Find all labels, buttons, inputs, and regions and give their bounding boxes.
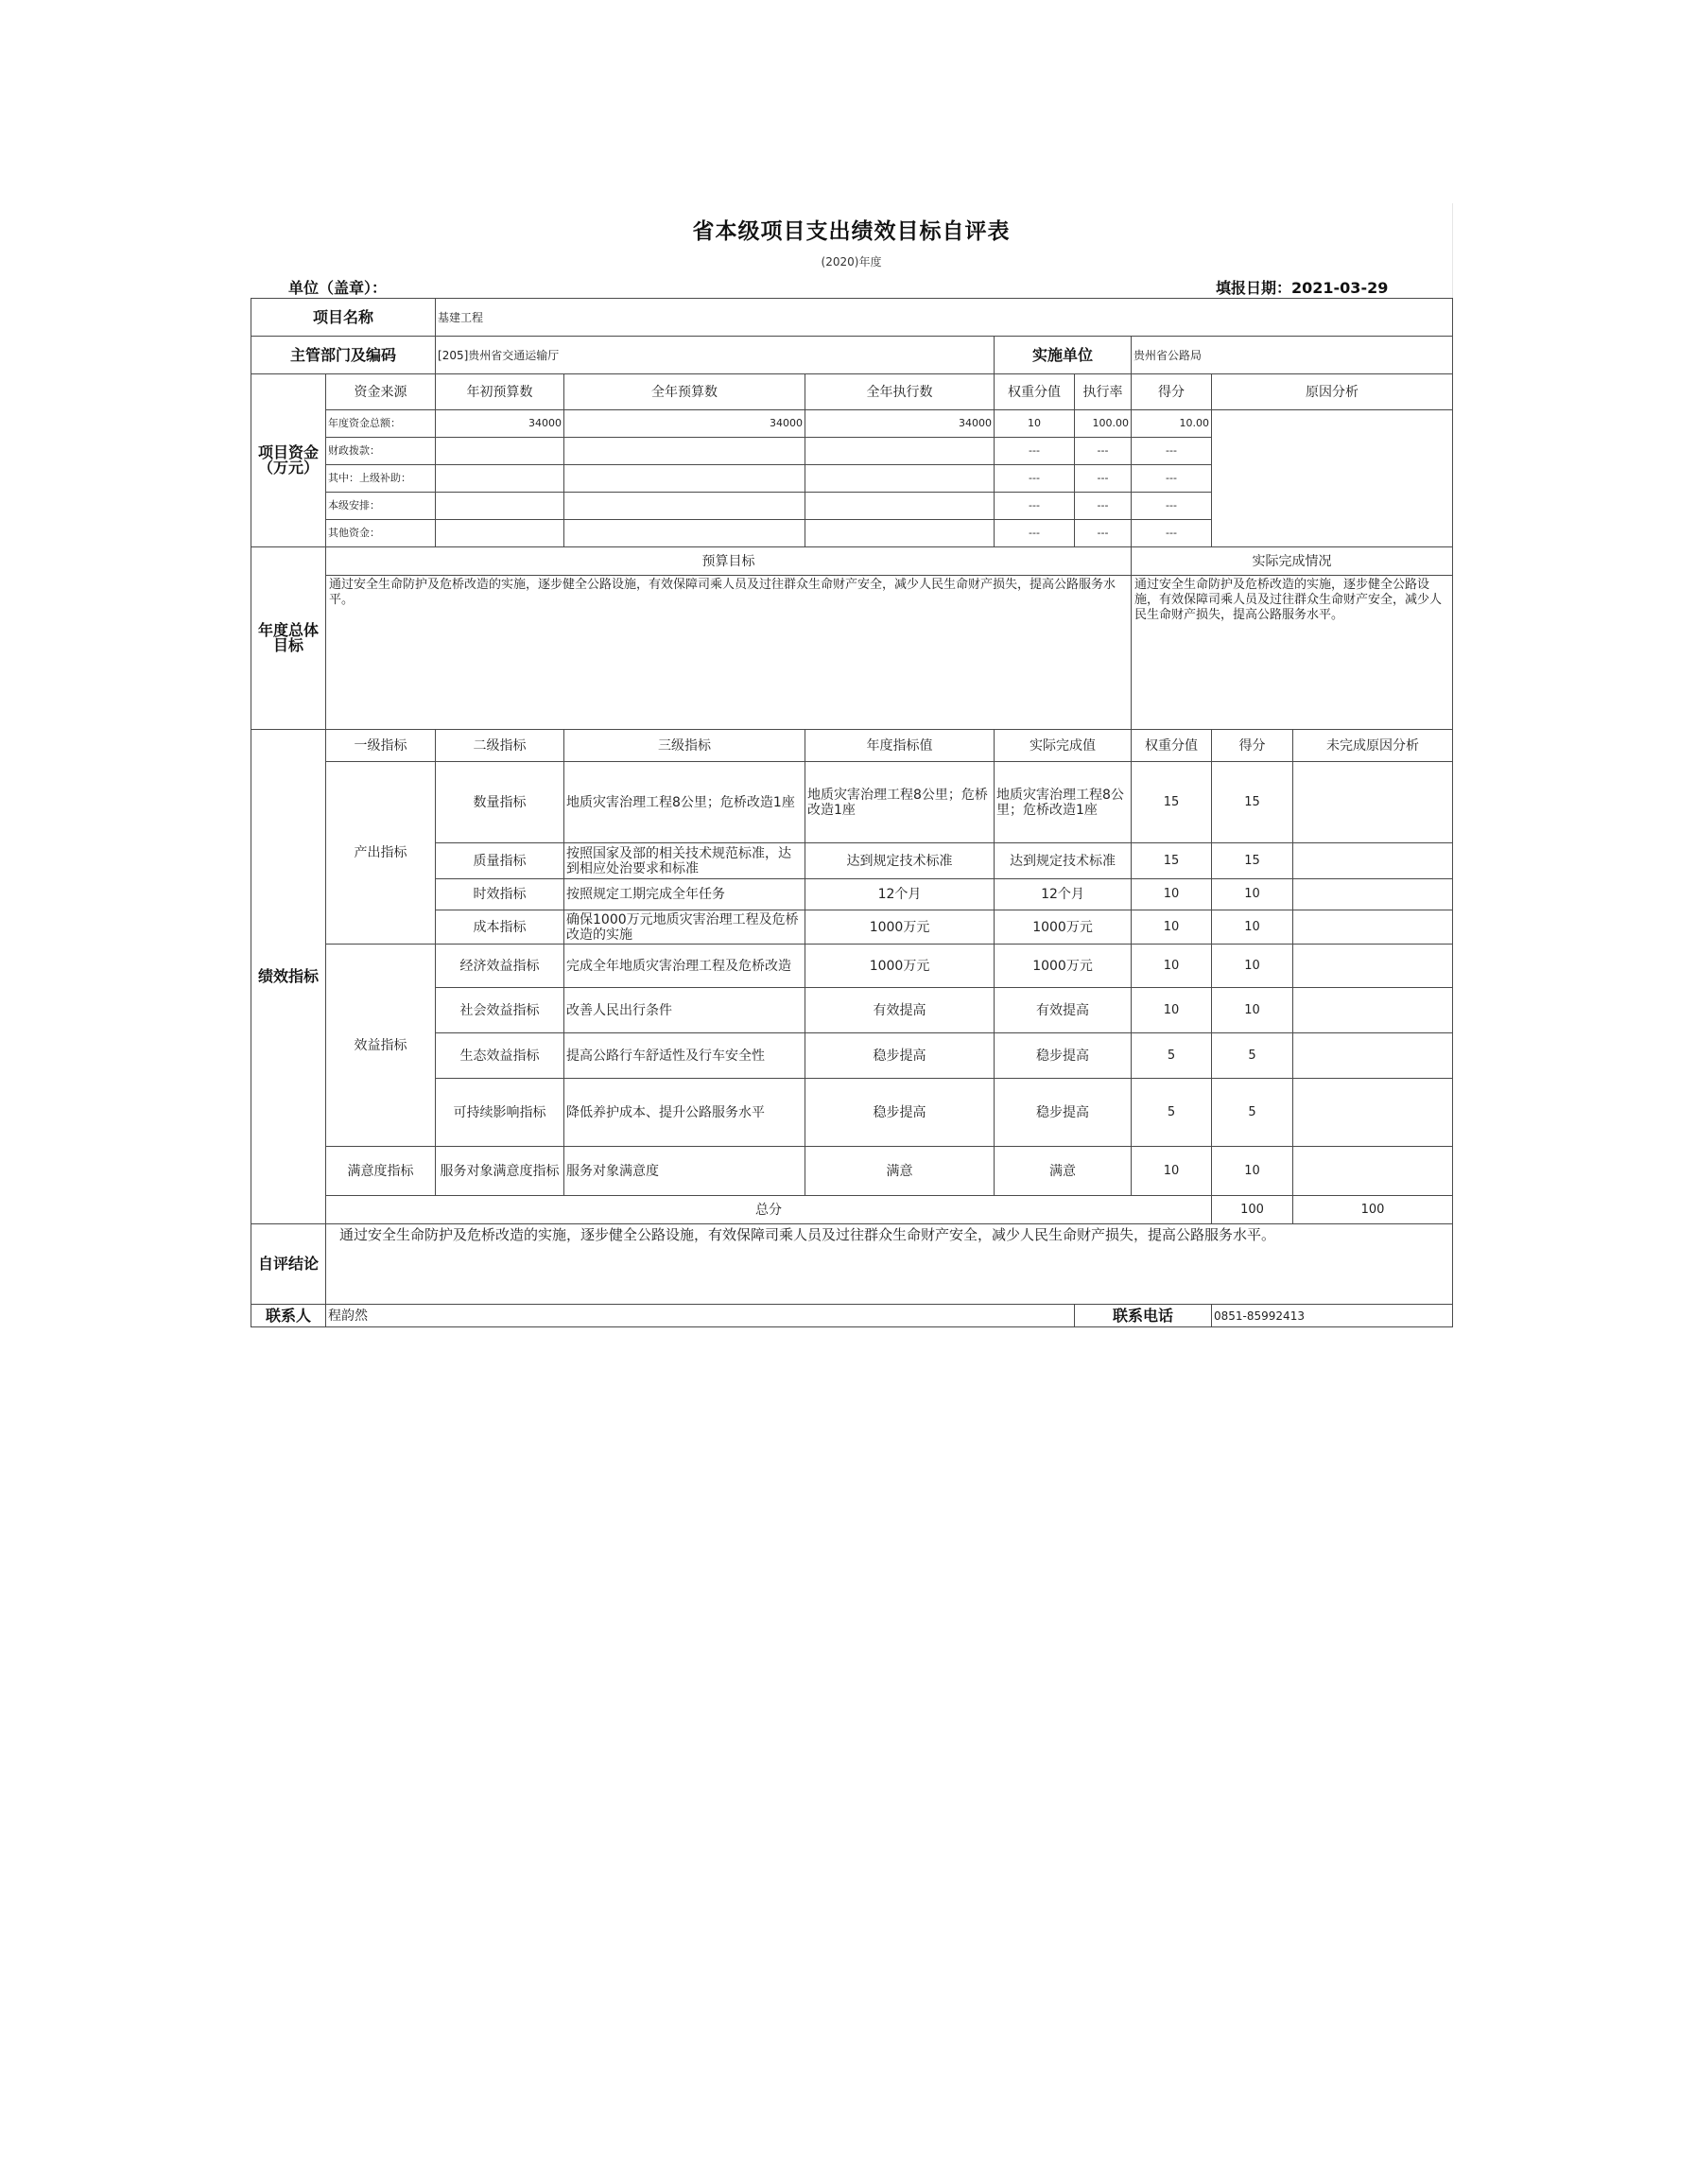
target-value: 1000万元	[805, 945, 995, 988]
document-year: (2020)年度	[821, 255, 882, 269]
fund-initial	[436, 520, 564, 547]
weight-value: 10	[1132, 945, 1212, 988]
impl-unit-label: 实施单位	[995, 337, 1132, 374]
dept-value: [205]贵州省交通运输厅	[436, 337, 995, 374]
level2: 成本指标	[436, 910, 564, 945]
score-value: 10	[1212, 1147, 1293, 1196]
fund-executed	[805, 520, 995, 547]
score-value: 10	[1212, 988, 1293, 1033]
funds-header: 权重分值	[995, 374, 1075, 410]
level1-output: 产出指标	[326, 762, 436, 945]
weight-value: 10	[1132, 1147, 1212, 1196]
score-value: 10	[1212, 879, 1293, 910]
perf-header: 年度指标值	[805, 730, 995, 762]
fund-score: 10.00	[1132, 410, 1212, 438]
perf-row	[251, 762, 1453, 843]
target-value: 有效提高	[805, 988, 995, 1033]
level3: 改善人民出行条件	[564, 988, 805, 1033]
actual-completion-header: 实际完成情况	[1132, 547, 1453, 576]
level3: 确保1000万元地质灾害治理工程及危桥改造的实施	[564, 910, 805, 945]
fund-annual	[564, 520, 805, 547]
fund-source: 年度资金总额：	[326, 410, 436, 438]
fund-initial	[436, 465, 564, 493]
level2: 质量指标	[436, 843, 564, 879]
level3: 按照规定工期完成全年任务	[564, 879, 805, 910]
level2: 经济效益指标	[436, 945, 564, 988]
fund-initial	[436, 438, 564, 465]
fund-rate: ---	[1075, 465, 1132, 493]
reason-cell	[1293, 910, 1453, 945]
reason-cell	[1293, 762, 1453, 843]
fund-annual	[564, 493, 805, 520]
target-value: 1000万元	[805, 910, 995, 945]
level3: 提高公路行车舒适性及行车安全性	[564, 1033, 805, 1079]
fund-executed	[805, 438, 995, 465]
actual-value: 稳步提高	[995, 1033, 1132, 1079]
level2: 服务对象满意度指标	[436, 1147, 564, 1196]
fund-rate: 100.00	[1075, 410, 1132, 438]
fund-score: ---	[1132, 520, 1212, 547]
document-title: 省本级项目支出绩效目标自评表	[692, 219, 1011, 244]
score-value: 15	[1212, 843, 1293, 879]
contact-phone-label: 联系电话	[1075, 1305, 1212, 1327]
funds-header: 得分	[1132, 374, 1212, 410]
evaluation-table	[251, 298, 1453, 1327]
fund-initial	[436, 493, 564, 520]
weight-value: 15	[1132, 843, 1212, 879]
funds-section-label: 项目资金（万元）	[251, 374, 326, 547]
total-score: 100	[1293, 1196, 1453, 1224]
fund-executed	[805, 465, 995, 493]
level2: 生态效益指标	[436, 1033, 564, 1079]
weight-value: 10	[1132, 879, 1212, 910]
fund-rate: ---	[1075, 493, 1132, 520]
score-value: 5	[1212, 1033, 1293, 1079]
fund-source: 财政拨款：	[326, 438, 436, 465]
total-label: 总分	[326, 1196, 1212, 1224]
fund-reason-cell	[1212, 410, 1453, 547]
reason-cell	[1293, 843, 1453, 879]
reason-cell	[1293, 945, 1453, 988]
contact-person-label: 联系人	[251, 1305, 326, 1327]
fund-annual	[564, 465, 805, 493]
perf-row	[251, 945, 1453, 988]
level2: 数量指标	[436, 762, 564, 843]
fund-weight: ---	[995, 438, 1075, 465]
fund-weight: ---	[995, 465, 1075, 493]
impl-unit-value: 贵州省公路局	[1132, 337, 1453, 374]
weight-value: 10	[1132, 910, 1212, 945]
fund-weight: ---	[995, 520, 1075, 547]
perf-header: 三级指标	[564, 730, 805, 762]
contact-person: 程韵然	[326, 1305, 1075, 1327]
perf-row	[251, 1147, 1453, 1196]
fund-score: ---	[1132, 493, 1212, 520]
actual-value: 1000万元	[995, 945, 1132, 988]
perf-header: 得分	[1212, 730, 1293, 762]
target-value: 地质灾害治理工程8公里；危桥改造1座	[805, 762, 995, 843]
contact-phone: 0851-85992413	[1212, 1305, 1453, 1327]
fund-annual: 34000	[564, 410, 805, 438]
reason-cell	[1293, 988, 1453, 1033]
score-value: 15	[1212, 762, 1293, 843]
perf-header: 一级指标	[326, 730, 436, 762]
conclusion-label: 自评结论	[251, 1224, 326, 1305]
fund-source: 其他资金：	[326, 520, 436, 547]
score-value: 5	[1212, 1079, 1293, 1147]
level3: 完成全年地质灾害治理工程及危桥改造	[564, 945, 805, 988]
actual-value: 达到规定技术标准	[995, 843, 1132, 879]
fill-date: 填报日期：2021-03-29	[1216, 279, 1389, 297]
actual-value: 12个月	[995, 879, 1132, 910]
funds-header: 资金来源	[326, 374, 436, 410]
level3: 地质灾害治理工程8公里；危桥改造1座	[564, 762, 805, 843]
level1-benefit: 效益指标	[326, 945, 436, 1147]
target-value: 达到规定技术标准	[805, 843, 995, 879]
weight-value: 5	[1132, 1079, 1212, 1147]
project-name-value: 基建工程	[436, 299, 1453, 337]
target-value: 稳步提高	[805, 1033, 995, 1079]
reason-cell	[1293, 1079, 1453, 1147]
weight-value: 10	[1132, 988, 1212, 1033]
perf-header: 二级指标	[436, 730, 564, 762]
perf-header: 权重分值	[1132, 730, 1212, 762]
actual-value: 1000万元	[995, 910, 1132, 945]
budget-goal-header: 预算目标	[326, 547, 1132, 576]
actual-value: 稳步提高	[995, 1079, 1132, 1147]
reason-cell	[1293, 1033, 1453, 1079]
fund-source: 本级安排：	[326, 493, 436, 520]
perf-header: 实际完成值	[995, 730, 1132, 762]
target-value: 稳步提高	[805, 1079, 995, 1147]
fund-source: 其中：上级补助：	[326, 465, 436, 493]
level2: 时效指标	[436, 879, 564, 910]
target-value: 12个月	[805, 879, 995, 910]
funds-header: 全年预算数	[564, 374, 805, 410]
score-value: 10	[1212, 910, 1293, 945]
funds-header: 执行率	[1075, 374, 1132, 410]
dept-label: 主管部门及编码	[251, 337, 436, 374]
fund-executed	[805, 493, 995, 520]
level2: 可持续影响指标	[436, 1079, 564, 1147]
conclusion-text: 通过安全生命防护及危桥改造的实施，逐步健全公路设施，有效保障司乘人员及过往群众生命财产安全，减少人民生命财产损失，提高公路服务水平。	[326, 1224, 1453, 1305]
fund-weight: 10	[995, 410, 1075, 438]
fund-score: ---	[1132, 465, 1212, 493]
funds-header: 年初预算数	[436, 374, 564, 410]
actual-value: 地质灾害治理工程8公里；危桥改造1座	[995, 762, 1132, 843]
total-weight: 100	[1212, 1196, 1293, 1224]
weight-value: 15	[1132, 762, 1212, 843]
level2: 社会效益指标	[436, 988, 564, 1033]
target-value: 满意	[805, 1147, 995, 1196]
reason-cell	[1293, 1147, 1453, 1196]
fund-weight: ---	[995, 493, 1075, 520]
perf-section-label: 绩效指标	[251, 730, 326, 1224]
level3: 降低养护成本、提升公路服务水平	[564, 1079, 805, 1147]
level3: 服务对象满意度	[564, 1147, 805, 1196]
fund-rate: ---	[1075, 438, 1132, 465]
actual-value: 有效提高	[995, 988, 1132, 1033]
score-value: 10	[1212, 945, 1293, 988]
fund-annual	[564, 438, 805, 465]
fund-rate: ---	[1075, 520, 1132, 547]
weight-value: 5	[1132, 1033, 1212, 1079]
fund-executed: 34000	[805, 410, 995, 438]
project-name-label: 项目名称	[251, 299, 436, 337]
perf-header: 未完成原因分析	[1293, 730, 1453, 762]
level1-satisfaction: 满意度指标	[326, 1147, 436, 1196]
unit-stamp-label: 单位（盖章）：	[288, 279, 388, 297]
reason-cell	[1293, 879, 1453, 910]
fund-initial: 34000	[436, 410, 564, 438]
fund-score: ---	[1132, 438, 1212, 465]
level3: 按照国家及部的相关技术规范标准，达到相应处治要求和标准	[564, 843, 805, 879]
goals-section-label: 年度总体目标	[251, 547, 326, 730]
funds-header: 全年执行数	[805, 374, 995, 410]
funds-header: 原因分析	[1212, 374, 1453, 410]
actual-completion-text: 通过安全生命防护及危桥改造的实施，逐步健全公路设施，有效保障司乘人员及过往群众生命财产安全，减少人民生命财产损失，提高公路服务水平。	[1132, 576, 1453, 730]
budget-goal-text: 通过安全生命防护及危桥改造的实施，逐步健全公路设施，有效保障司乘人员及过往群众生命财产安全，减少人民生命财产损失，提高公路服务水平。	[326, 576, 1132, 730]
funds-row	[251, 410, 1453, 438]
actual-value: 满意	[995, 1147, 1132, 1196]
